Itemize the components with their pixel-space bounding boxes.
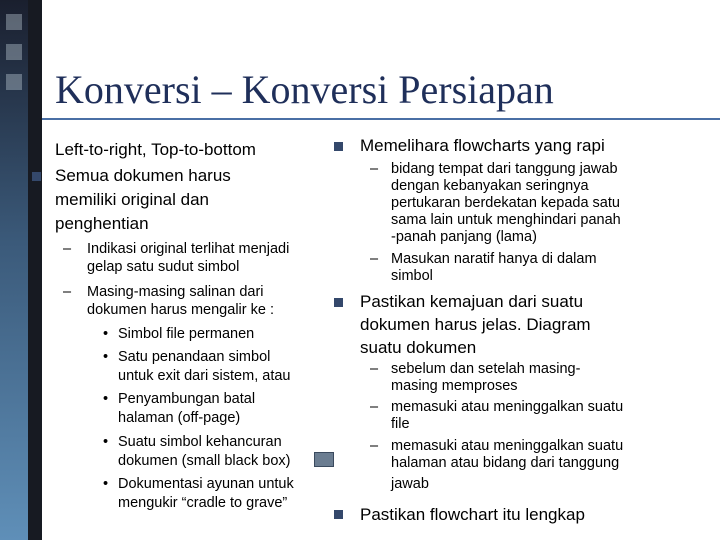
dot-item-text: halaman (off-page)	[118, 410, 241, 426]
sub-dash: –	[370, 361, 379, 377]
left-heading-line1: Left-to-right, Top-to-bottom	[55, 140, 256, 159]
sub-item-text: Indikasi original terlihat menjadi	[87, 241, 290, 257]
decor-square	[6, 44, 22, 60]
sub-item-text: pertukaran berdekatan kepada satu	[391, 195, 620, 211]
sub-item-text: Masing-masing salinan dari	[87, 284, 264, 300]
dot-item-text: mengukir “cradle to grave”	[118, 495, 288, 511]
sub-dash: –	[63, 241, 72, 257]
dot-bullet: •	[103, 476, 109, 492]
sub-item-text: simbol	[391, 268, 433, 284]
sub-item-text: sebelum dan setelah masing-	[391, 361, 581, 377]
bullet-square-icon	[334, 510, 343, 519]
dot-item-text: Suatu simbol kehancuran	[118, 434, 282, 450]
sub-item-text: sama lain untuk menghindari panah	[391, 212, 621, 228]
title-rule	[42, 118, 720, 120]
dot-item-text: Simbol file permanen	[118, 326, 255, 342]
bullet-square-icon	[32, 172, 41, 181]
right-bullet-3: Pastikan flowchart itu lengkap	[360, 505, 585, 524]
dot-item-text: dokumen (small black box)	[118, 453, 291, 469]
sub-item-text: masing memproses	[391, 378, 518, 394]
decor-square	[6, 14, 22, 30]
sub-item-text: -panah panjang (lama)	[391, 229, 537, 245]
small-black-box-icon	[314, 452, 334, 467]
dot-item-text: Penyambungan batal	[118, 391, 256, 407]
sub-item-text: bidang tempat dari tanggung jawab	[391, 161, 618, 177]
sub-dash: –	[63, 284, 72, 300]
sub-item-text: halaman atau bidang dari tanggung	[391, 455, 620, 471]
sub-item-text: file	[391, 416, 410, 432]
sub-dash: –	[370, 251, 379, 267]
dot-bullet: •	[103, 434, 109, 450]
dot-bullet: •	[103, 349, 109, 365]
dot-item-text: untuk exit dari sistem, atau	[118, 368, 291, 384]
dot-bullet: •	[103, 326, 109, 342]
dot-item-text: Dokumentasi ayunan untuk	[118, 476, 294, 492]
sub-item-text: dokumen harus mengalir ke :	[87, 302, 274, 318]
left-heading-line4: penghentian	[55, 214, 149, 233]
left-heading-line3: memiliki original dan	[55, 190, 210, 209]
sub-item-text: dengan kebanyakan seringnya	[391, 178, 589, 194]
right-bullet-2-line: Pastikan kemajuan dari suatu	[360, 292, 584, 311]
sub-item-text: memasuki atau meninggalkan suatu	[391, 399, 624, 415]
bullet-square-icon	[334, 298, 343, 307]
left-decor-strip	[0, 0, 28, 540]
sub-dash: –	[370, 438, 379, 454]
dot-item-text: Satu penandaan simbol	[118, 349, 271, 365]
dot-bullet: •	[103, 391, 109, 407]
sub-dash: –	[370, 399, 379, 415]
left-decor-strip-dark	[28, 0, 42, 540]
sub-item-text: memasuki atau meninggalkan suatu	[391, 438, 624, 454]
right-bullet-2-line: dokumen harus jelas. Diagram	[360, 315, 591, 334]
bullet-square-icon	[334, 142, 343, 151]
sub-dash: –	[370, 161, 379, 177]
right-bullet-1: Memelihara flowcharts yang rapi	[360, 136, 605, 155]
sub-item-text: jawab	[391, 476, 429, 492]
slide-title: Konversi – Konversi Persiapan	[55, 67, 554, 112]
sub-item-text: Masukan naratif hanya di dalam	[391, 251, 597, 267]
decor-square	[6, 74, 22, 90]
left-heading-line2: Semua dokumen harus	[55, 166, 231, 185]
right-bullet-2-line: suatu dokumen	[360, 338, 477, 357]
sub-item-text: gelap satu sudut simbol	[87, 259, 240, 275]
